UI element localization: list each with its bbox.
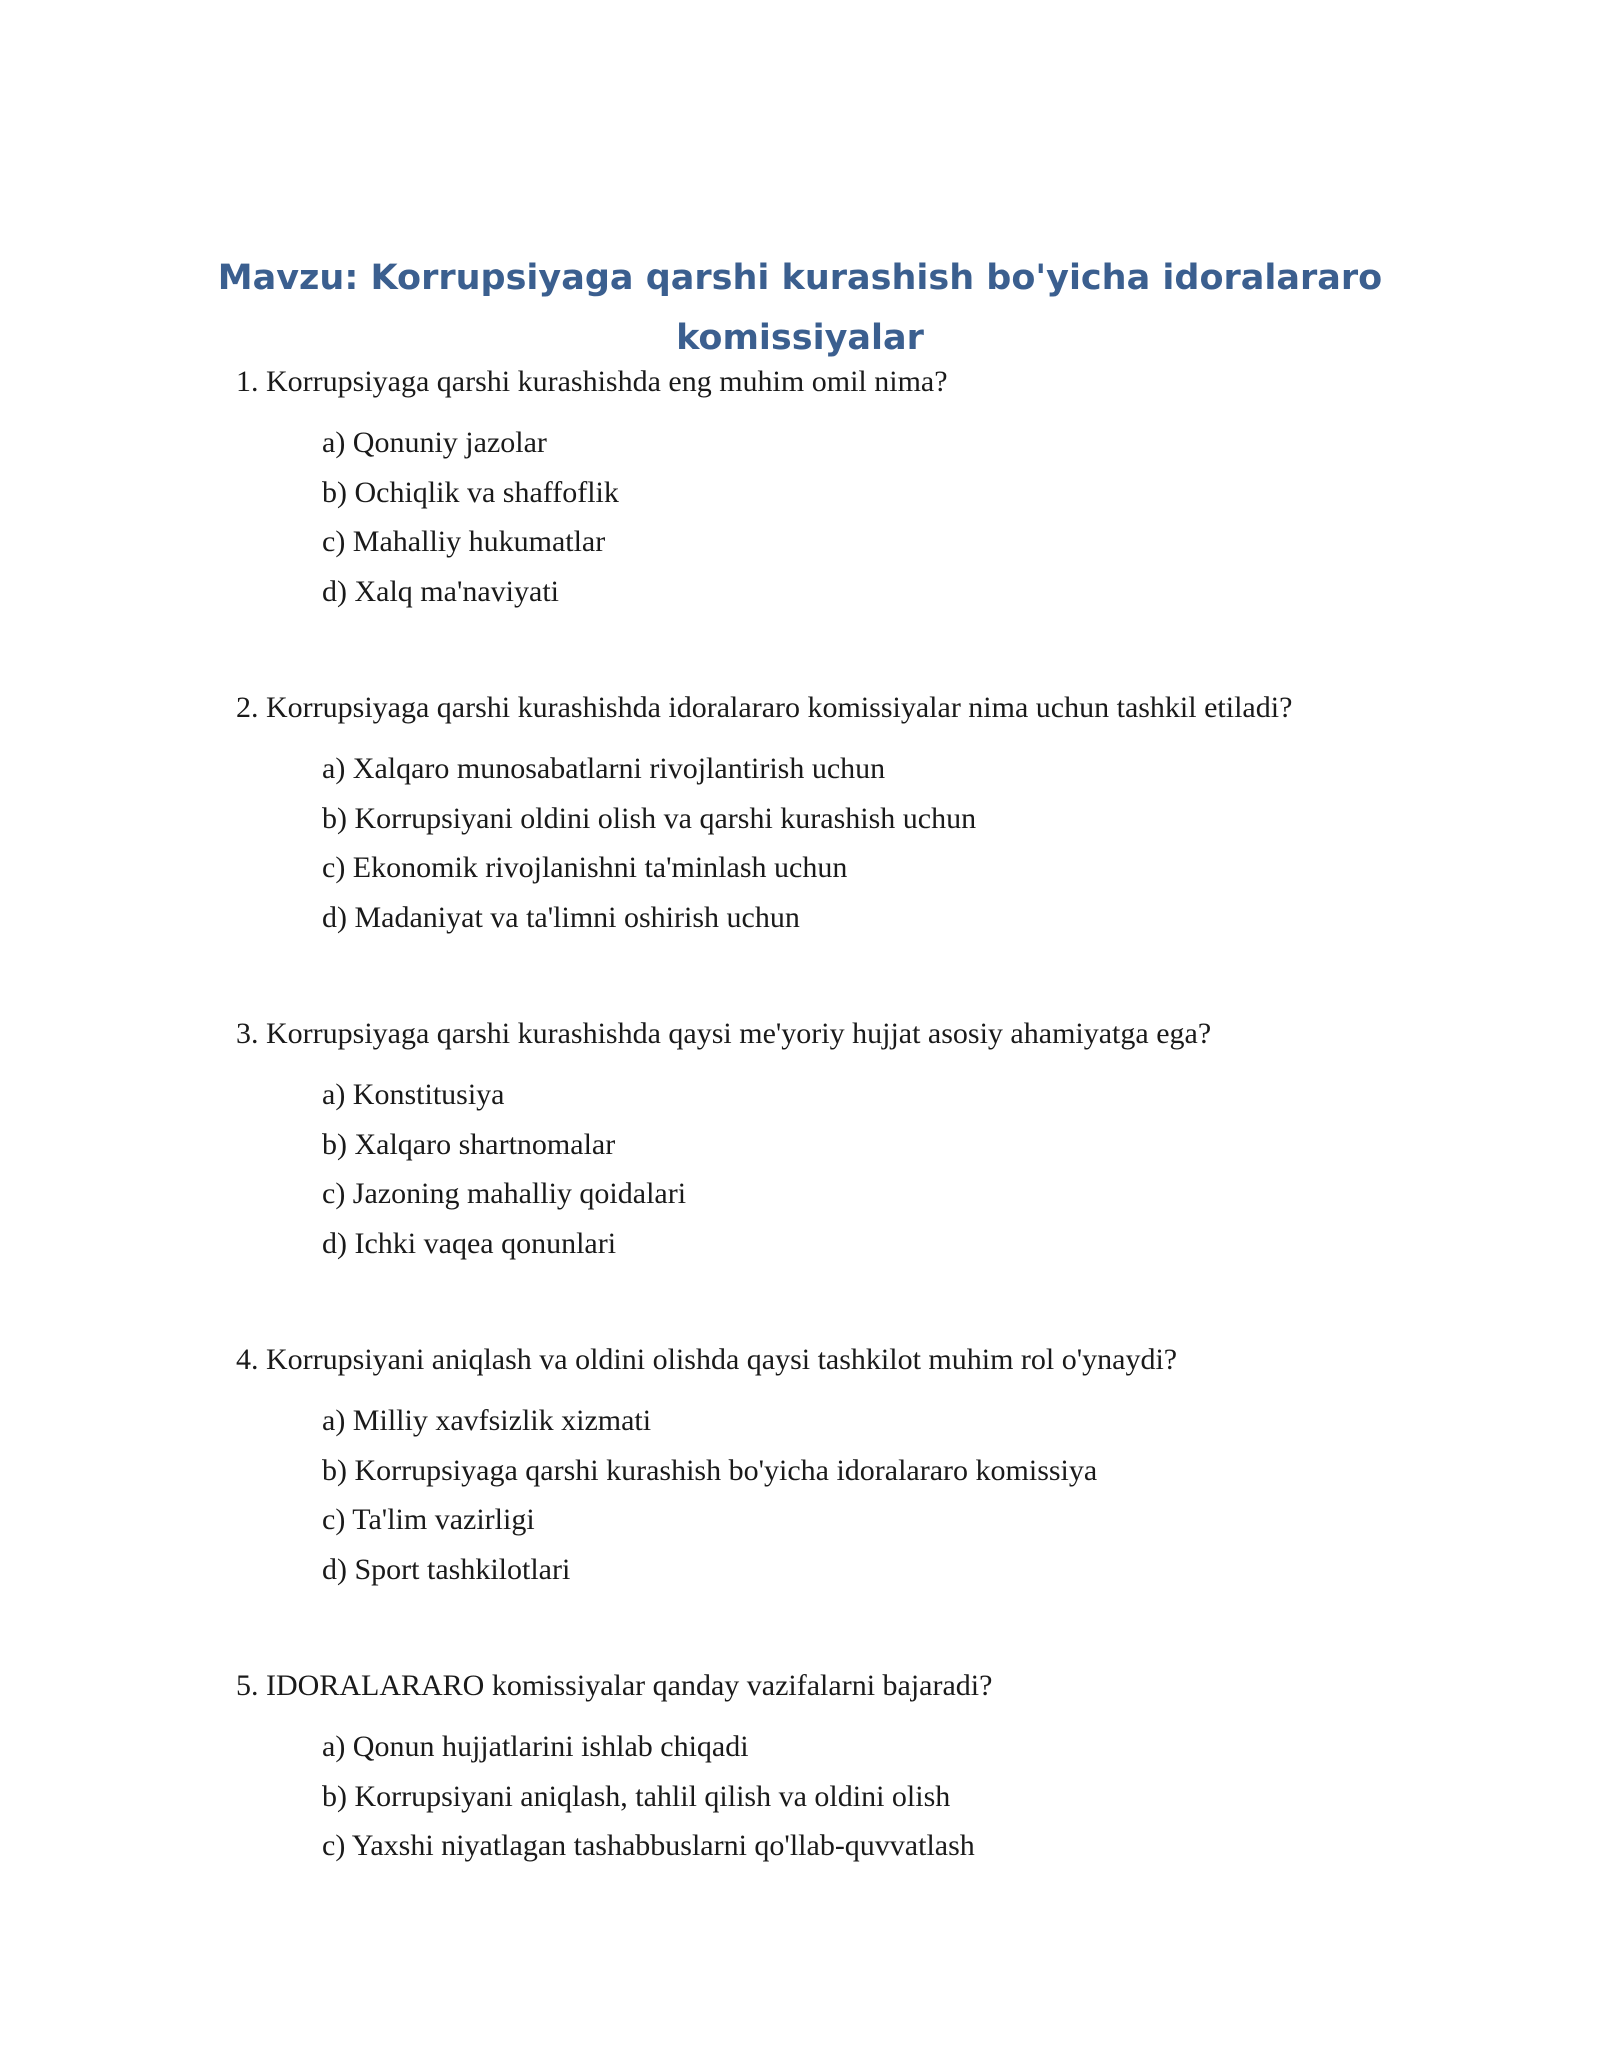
option-a: a) Qonun hujjatlarini ishlab chiqadi: [322, 1730, 749, 1763]
question-text: 2. Korrupsiyaga qarshi kurashishda idoralararo komissiyalar nima uchun tashkil etiladi?: [236, 691, 1293, 724]
document-title: [0, 248, 1600, 368]
option-d: d) Madaniyat va ta'limni oshirish uchun: [322, 900, 800, 934]
option-a: a) Qonuniy jazolar: [322, 426, 547, 459]
answer-options: [236, 418, 1436, 616]
question-text: 1. Korrupsiyaga qarshi kurashishda eng muhim omil nima?: [236, 365, 948, 398]
option-c: c) Mahalliy hukumatlar: [322, 525, 606, 558]
option-a: a) Milliy xavfsizlik xizmati: [322, 1404, 652, 1437]
option-d: d) Ichki vaqea qonunlari: [322, 1226, 617, 1260]
answer-options: [236, 1722, 1436, 1871]
option-c: c) Ta'lim vazirligi: [322, 1503, 535, 1536]
question-text: 5. IDORALARARO komissiyalar qanday vazifalarni bajaradi?: [236, 1669, 993, 1702]
answer-options: [236, 1070, 1436, 1268]
option-b: b) Korrupsiyani oldini olish va qarshi kurashish uchun: [322, 801, 977, 835]
answer-options: [236, 744, 1436, 942]
option-c: c) Ekonomik rivojlanishni ta'minlash uchun: [322, 851, 848, 884]
question-5: [236, 1666, 1436, 1871]
option-b: b) Ochiqlik va shaffoflik: [322, 475, 619, 509]
option-b: b) Korrupsiyani aniqlash, tahlil qilish va oldini olish: [322, 1779, 951, 1813]
question-text: 3. Korrupsiyaga qarshi kurashishda qaysi me'yoriy hujjat asosiy ahamiyatga ega?: [236, 1017, 1212, 1050]
option-b: b) Korrupsiyaga qarshi kurashish bo'yicha idoralararo komissiya: [322, 1453, 1098, 1487]
question-text: 4. Korrupsiyani aniqlash va oldini olishda qaysi tashkilot muhim rol o'ynaydi?: [236, 1343, 1178, 1376]
option-d: d) Xalq ma'naviyati: [322, 574, 559, 608]
question-list: [236, 362, 1436, 1943]
option-a: a) Konstitusiya: [322, 1078, 505, 1111]
question-4: [236, 1340, 1436, 1594]
question-2: [236, 688, 1436, 942]
question-3: [236, 1014, 1436, 1268]
option-b: b) Xalqaro shartnomalar: [322, 1127, 616, 1161]
answer-options: [236, 1396, 1436, 1594]
title-line-2: komissiyalar: [676, 318, 924, 358]
option-c: c) Jazoning mahalliy qoidalari: [322, 1177, 687, 1210]
title-line-1: Mavzu: Korrupsiyaga qarshi kurashish bo'yicha idoralararo: [217, 258, 1383, 298]
option-a: a) Xalqaro munosabatlarni rivojlantirish uchun: [322, 752, 886, 785]
question-1: [236, 362, 1436, 616]
option-c: c) Yaxshi niyatlagan tashabbuslarni qo'llab-quvvatlash: [322, 1829, 975, 1862]
option-d: d) Sport tashkilotlari: [322, 1552, 571, 1586]
